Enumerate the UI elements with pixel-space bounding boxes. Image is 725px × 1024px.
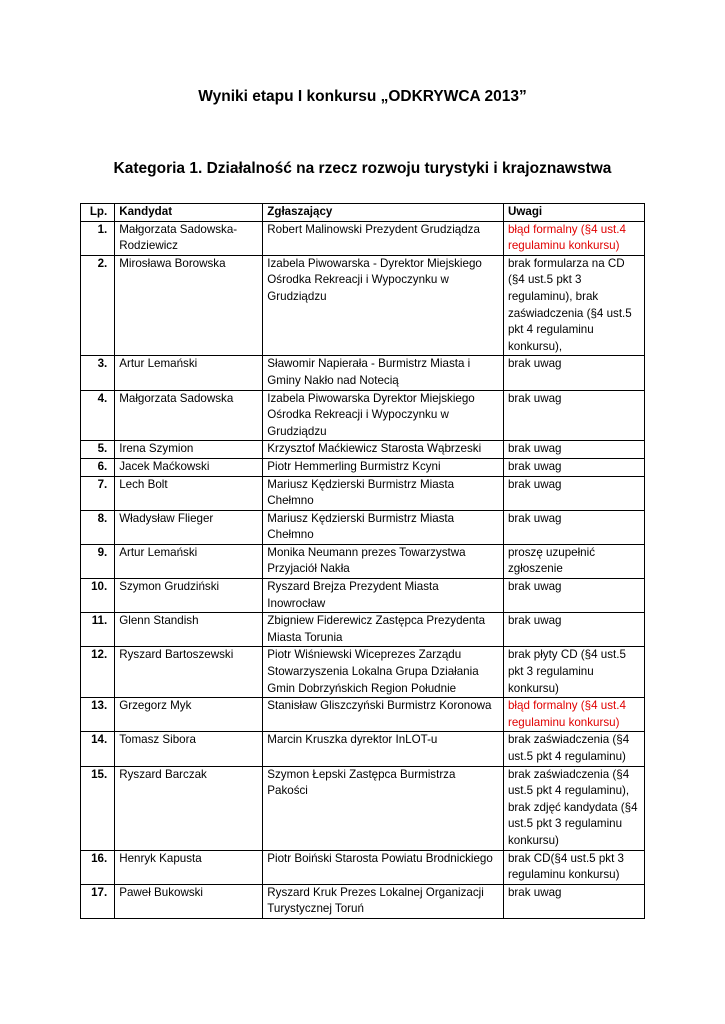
row-kandydat: Ryszard Barczak bbox=[115, 766, 263, 850]
row-kandydat: Glenn Standish bbox=[115, 613, 263, 647]
row-zglaszajacy: Sławomir Napierała - Burmistrz Miasta i Gminy Nakło nad Notecią bbox=[263, 356, 504, 390]
row-uwagi: brak uwag bbox=[503, 458, 644, 476]
row-zglaszajacy: Izabela Piwowarska - Dyrektor Miejskiego Ośrodka Rekreacji i Wypoczynku w Grudziądzu bbox=[263, 255, 504, 356]
table-row bbox=[81, 476, 645, 510]
row-lp: 3. bbox=[81, 356, 115, 390]
table-row bbox=[81, 613, 645, 647]
row-lp: 2. bbox=[81, 255, 115, 356]
header-kandydat: Kandydat bbox=[115, 204, 263, 222]
row-lp: 10. bbox=[81, 579, 115, 613]
row-kandydat: Małgorzata Sadowska-Rodziewicz bbox=[115, 221, 263, 255]
row-kandydat: Artur Lemański bbox=[115, 544, 263, 578]
table-row bbox=[81, 510, 645, 544]
row-kandydat: Ryszard Bartoszewski bbox=[115, 647, 263, 698]
table-row bbox=[81, 850, 645, 884]
row-kandydat: Tomasz Sibora bbox=[115, 732, 263, 766]
row-lp: 13. bbox=[81, 698, 115, 732]
row-lp: 12. bbox=[81, 647, 115, 698]
row-zglaszajacy: Mariusz Kędzierski Burmistrz Miasta Chełmno bbox=[263, 476, 504, 510]
row-zglaszajacy: Piotr Wiśniewski Wiceprezes Zarządu Stowarzyszenia Lokalna Grupa Działania Gmin Dobrzyńskich Region Południe bbox=[263, 647, 504, 698]
row-lp: 7. bbox=[81, 476, 115, 510]
row-zglaszajacy: Stanisław Gliszczyński Burmistrz Koronowa bbox=[263, 698, 504, 732]
row-zglaszajacy: Zbigniew Fiderewicz Zastępca Prezydenta Miasta Torunia bbox=[263, 613, 504, 647]
table-row bbox=[81, 458, 645, 476]
row-lp: 4. bbox=[81, 390, 115, 441]
row-uwagi: błąd formalny (§4 ust.4 regulaminu konkursu) bbox=[503, 698, 644, 732]
category-heading: Kategoria 1. Działalność na rzecz rozwoju turystyki i krajoznawstwa bbox=[113, 160, 612, 177]
table-row bbox=[81, 356, 645, 390]
row-zglaszajacy: Ryszard Brejza Prezydent Miasta Inowrocław bbox=[263, 579, 504, 613]
row-uwagi: brak uwag bbox=[503, 510, 644, 544]
row-uwagi: brak uwag bbox=[503, 613, 644, 647]
row-kandydat: Irena Szymion bbox=[115, 441, 263, 459]
table-row bbox=[81, 255, 645, 356]
row-lp: 8. bbox=[81, 510, 115, 544]
table-body bbox=[81, 221, 645, 918]
table-row bbox=[81, 647, 645, 698]
row-uwagi: brak uwag bbox=[503, 884, 644, 918]
table-row bbox=[81, 732, 645, 766]
row-kandydat: Jacek Maćkowski bbox=[115, 458, 263, 476]
header-zglaszajacy: Zgłaszający bbox=[263, 204, 504, 222]
row-zglaszajacy: Krzysztof Maćkiewicz Starosta Wąbrzeski bbox=[263, 441, 504, 459]
row-kandydat: Artur Lemański bbox=[115, 356, 263, 390]
row-uwagi: brak uwag bbox=[503, 579, 644, 613]
row-zglaszajacy: Izabela Piwowarska Dyrektor Miejskiego Ośrodka Rekreacji i Wypoczynku w Grudziądzu bbox=[263, 390, 504, 441]
row-lp: 1. bbox=[81, 221, 115, 255]
row-zglaszajacy: Ryszard Kruk Prezes Lokalnej Organizacji Turystycznej Toruń bbox=[263, 884, 504, 918]
row-kandydat: Władysław Flieger bbox=[115, 510, 263, 544]
row-kandydat: Lech Bolt bbox=[115, 476, 263, 510]
row-lp: 9. bbox=[81, 544, 115, 578]
row-kandydat: Małgorzata Sadowska bbox=[115, 390, 263, 441]
row-kandydat: Paweł Bukowski bbox=[115, 884, 263, 918]
row-kandydat: Szymon Grudziński bbox=[115, 579, 263, 613]
row-uwagi: brak uwag bbox=[503, 356, 644, 390]
row-uwagi: brak zaświadczenia (§4 ust.5 pkt 4 regulaminu), brak zdjęć kandydata (§4 ust.5 pkt 3 regulaminu konkursu) bbox=[503, 766, 644, 850]
row-lp: 11. bbox=[81, 613, 115, 647]
row-zglaszajacy: Piotr Hemmerling Burmistrz Kcyni bbox=[263, 458, 504, 476]
table-row bbox=[81, 221, 645, 255]
row-lp: 14. bbox=[81, 732, 115, 766]
results-table bbox=[80, 203, 645, 919]
row-zglaszajacy: Monika Neumann prezes Towarzystwa Przyjaciół Nakła bbox=[263, 544, 504, 578]
row-kandydat: Mirosława Borowska bbox=[115, 255, 263, 356]
table-row bbox=[81, 698, 645, 732]
row-zglaszajacy: Piotr Boiński Starosta Powiatu Brodnickiego bbox=[263, 850, 504, 884]
row-uwagi: błąd formalny (§4 ust.4 regulaminu konkursu) bbox=[503, 221, 644, 255]
table-row bbox=[81, 579, 645, 613]
header-lp: Lp. bbox=[81, 204, 115, 222]
row-lp: 16. bbox=[81, 850, 115, 884]
row-zglaszajacy: Szymon Łepski Zastępca Burmistrza Pakości bbox=[263, 766, 504, 850]
row-lp: 17. bbox=[81, 884, 115, 918]
page-title: Wyniki etapu I konkursu „ODKRYWCA 2013” bbox=[198, 88, 527, 105]
row-uwagi: brak uwag bbox=[503, 476, 644, 510]
row-lp: 6. bbox=[81, 458, 115, 476]
row-uwagi: brak uwag bbox=[503, 390, 644, 441]
row-uwagi: brak zaświadczenia (§4 ust.5 pkt 4 regulaminu) bbox=[503, 732, 644, 766]
header-uwagi: Uwagi bbox=[503, 204, 644, 222]
row-uwagi: brak formularza na CD (§4 ust.5 pkt 3 regulaminu), brak zaświadczenia (§4 ust.5 pkt 4 regulaminu konkursu), bbox=[503, 255, 644, 356]
row-zglaszajacy: Robert Malinowski Prezydent Grudziądza bbox=[263, 221, 504, 255]
row-uwagi: brak uwag bbox=[503, 441, 644, 459]
table-row bbox=[81, 884, 645, 918]
row-uwagi: brak płyty CD (§4 ust.5 pkt 3 regulaminu konkursu) bbox=[503, 647, 644, 698]
row-uwagi: proszę uzupełnić zgłoszenie bbox=[503, 544, 644, 578]
row-kandydat: Grzegorz Myk bbox=[115, 698, 263, 732]
table-header-row bbox=[81, 204, 645, 222]
row-uwagi: brak CD(§4 ust.5 pkt 3 regulaminu konkursu) bbox=[503, 850, 644, 884]
row-zglaszajacy: Marcin Kruszka dyrektor InLOT-u bbox=[263, 732, 504, 766]
table-row bbox=[81, 766, 645, 850]
table-row bbox=[81, 390, 645, 441]
table-row bbox=[81, 544, 645, 578]
table-row bbox=[81, 441, 645, 459]
row-lp: 5. bbox=[81, 441, 115, 459]
row-lp: 15. bbox=[81, 766, 115, 850]
row-kandydat: Henryk Kapusta bbox=[115, 850, 263, 884]
row-zglaszajacy: Mariusz Kędzierski Burmistrz Miasta Chełmno bbox=[263, 510, 504, 544]
